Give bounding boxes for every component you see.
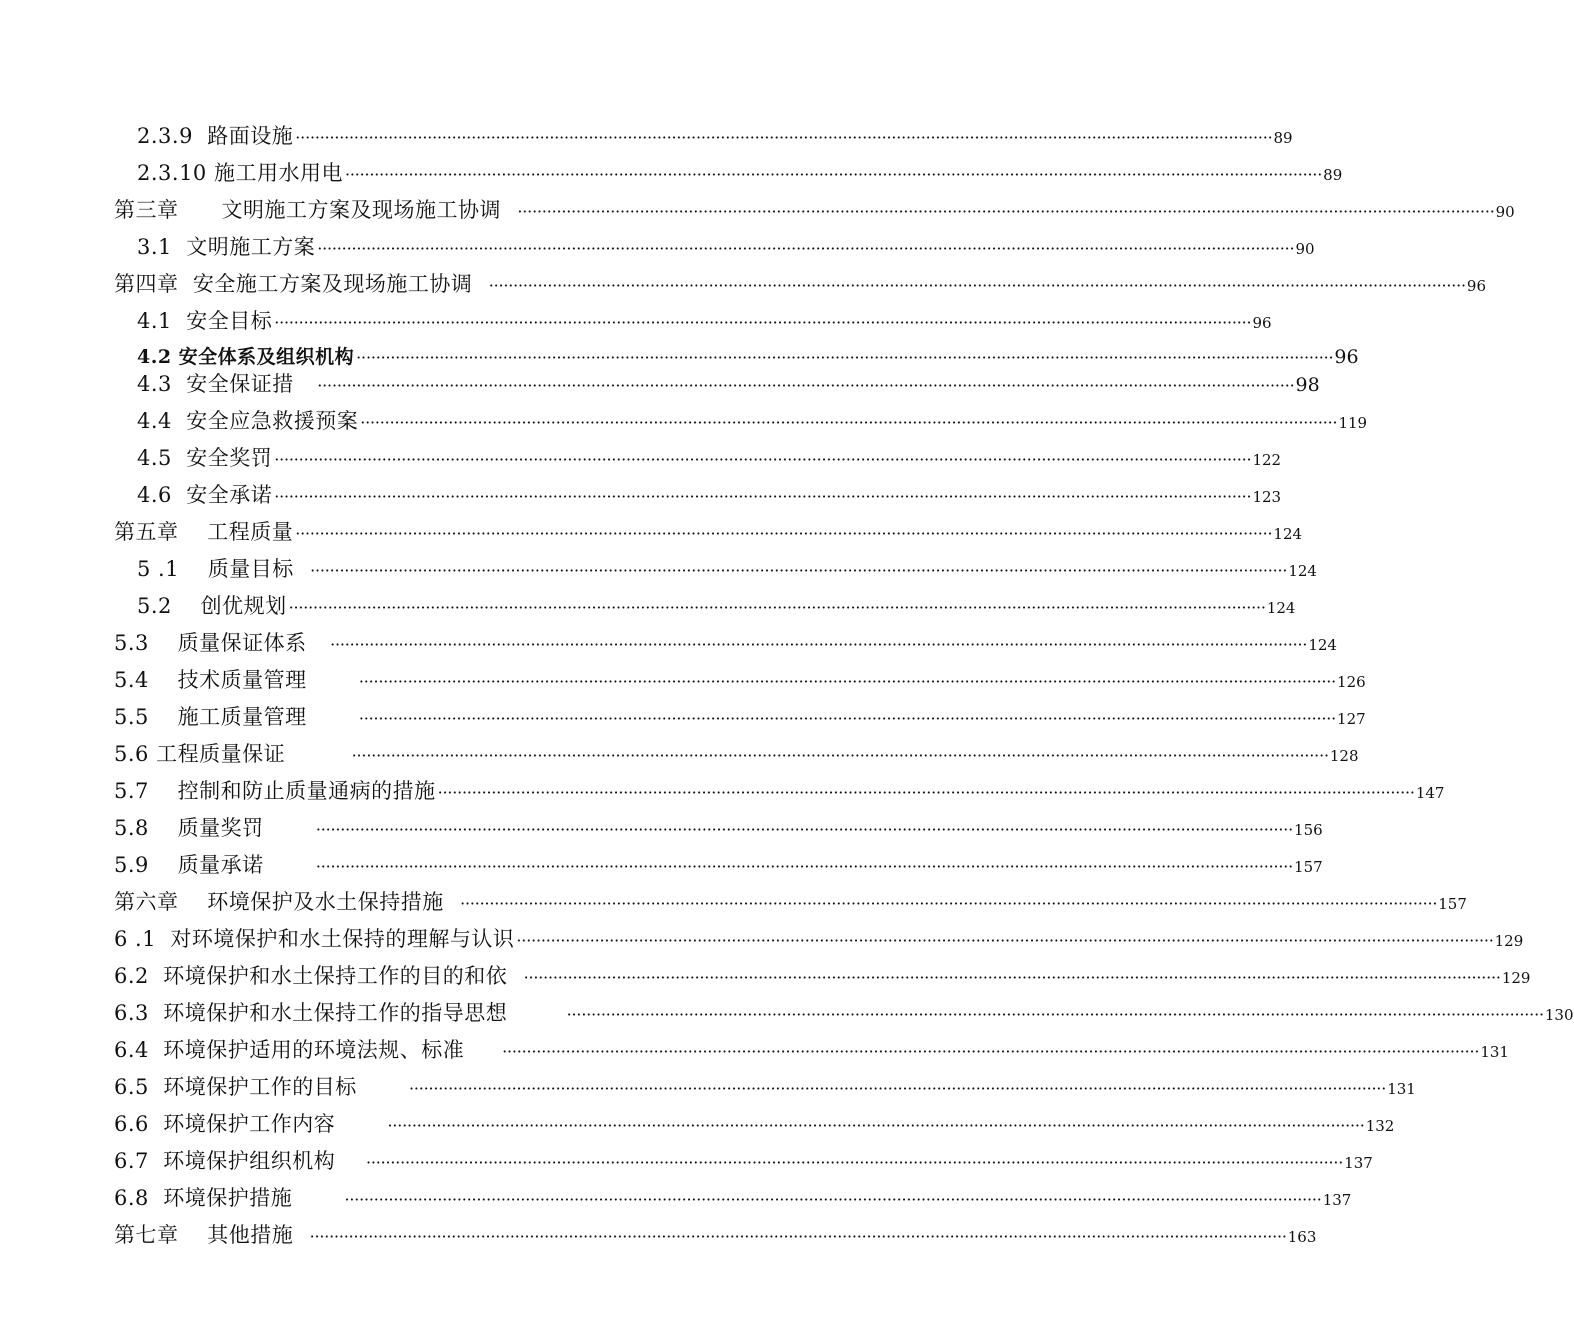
toc-entry-label: 3.1 文明施工方案 <box>137 235 316 259</box>
toc-entry-label: 6.5 环境保护工作的目标 <box>114 1075 407 1099</box>
toc-page-number: 131 <box>1387 1080 1416 1098</box>
toc-entry-label: 5.5 施工质量管理 <box>114 705 357 729</box>
toc-leader-dots: ········································································································································································································ <box>317 376 1295 395</box>
toc-entry-label: 4.6 安全承诺 <box>137 483 273 507</box>
toc-leader-dots: ········································································································································································································ <box>360 413 1338 432</box>
toc-page-number: 96 <box>1252 314 1272 332</box>
toc-leader-dots: ········································································································································································································ <box>387 1116 1365 1135</box>
toc-entry[interactable] <box>137 231 1315 261</box>
toc-leader-dots: ········································································································································································································ <box>274 450 1252 469</box>
toc-entry-label: 4.2 安全体系及组织机构 <box>137 346 355 368</box>
toc-page-number: 89 <box>1323 166 1343 184</box>
toc-page-number: 89 <box>1273 129 1293 147</box>
toc-entry-label: 第五章 工程质量 <box>114 520 294 544</box>
toc-entry-label: 5.7 控制和防止质量通病的措施 <box>114 779 436 803</box>
toc-entry[interactable] <box>114 701 1366 731</box>
toc-entry-label: 5.9 质量承诺 <box>114 853 314 877</box>
toc-leader-dots: ········································································································································································································ <box>516 931 1494 950</box>
toc-entry-label: 6.6 环境保护工作内容 <box>114 1112 386 1136</box>
toc-entry[interactable] <box>114 664 1366 694</box>
toc-leader-dots: ········································································································································································································ <box>488 276 1466 295</box>
toc-page-number: 128 <box>1329 747 1359 765</box>
toc-entry[interactable] <box>114 268 1486 298</box>
toc-entry[interactable] <box>114 1145 1373 1175</box>
toc-entry-label: 5 .1 质量目标 <box>137 557 309 581</box>
toc-page-number: 132 <box>1365 1117 1395 1135</box>
toc-leader-dots: ········································································································································································································ <box>356 348 1334 367</box>
toc-leader-dots: ········································································································································································································ <box>310 561 1288 580</box>
toc-entry[interactable] <box>137 479 1282 509</box>
toc-entry[interactable] <box>114 849 1323 879</box>
toc-page-number: 90 <box>1295 240 1315 258</box>
toc-entry-label: 6.2 环境保护和水土保持工作的目的和依 <box>114 964 522 988</box>
toc-leader-dots: ········································································································································································································ <box>315 820 1294 839</box>
toc-entry[interactable] <box>137 590 1296 620</box>
toc-entry-label: 第四章 安全施工方案及现场施工协调 <box>114 272 487 296</box>
toc-page-number: 157 <box>1438 895 1467 913</box>
toc-leader-dots: ········································································································································································································ <box>358 672 1337 691</box>
toc-entry-label: 4.1 安全目标 <box>137 309 273 333</box>
toc-page-number: 129 <box>1501 969 1531 987</box>
toc-entry[interactable] <box>114 886 1467 916</box>
toc-entry-label: 第七章 其他措施 <box>114 1223 308 1247</box>
toc-page-number: 90 <box>1495 203 1515 221</box>
toc-entry[interactable] <box>114 627 1337 657</box>
toc-entry-label: 6.3 环境保护和水土保持工作的指导思想 <box>114 1001 565 1025</box>
toc-page-number: 129 <box>1494 932 1524 950</box>
toc-entry-label: 5.3 质量保证体系 <box>114 631 329 655</box>
toc-entry-label: 6.7 环境保护组织机构 <box>114 1149 364 1173</box>
toc-leader-dots: ········································································································································································································ <box>295 524 1273 543</box>
toc-page-number: 157 <box>1294 858 1323 876</box>
toc-leader-dots: ········································································································································································································ <box>344 165 1323 184</box>
toc-leader-dots: ········································································································································································································ <box>295 128 1273 147</box>
toc-leader-dots: ········································································································································································································ <box>309 1227 1287 1246</box>
toc-entry[interactable] <box>114 775 1445 805</box>
toc-entry-label: 4.3 安全保证措 <box>137 372 316 396</box>
toc-page-number: 124 <box>1273 525 1303 543</box>
toc-page-number: 124 <box>1288 562 1317 580</box>
toc-entry[interactable] <box>114 812 1323 842</box>
toc-leader-dots: ········································································································································································································ <box>344 1190 1322 1209</box>
toc-entry[interactable] <box>114 1034 1509 1064</box>
toc-entry[interactable] <box>114 1182 1352 1212</box>
toc-leader-dots: ········································································································································································································ <box>317 239 1295 258</box>
toc-leader-dots: ········································································································································································································ <box>274 487 1252 506</box>
toc-entry[interactable] <box>137 442 1282 472</box>
toc-entry-label: 4.4 安全应急救援预案 <box>137 409 359 433</box>
toc-entry-label: 6.8 环境保护措施 <box>114 1186 343 1210</box>
toc-entry[interactable] <box>137 368 1320 398</box>
toc-page-number: 96 <box>1466 277 1486 295</box>
toc-entry[interactable] <box>137 305 1272 335</box>
toc-leader-dots: ········································································································································································································ <box>351 746 1329 765</box>
toc-entry[interactable] <box>137 553 1317 583</box>
toc-leader-dots: ········································································································································································································ <box>566 1005 1544 1024</box>
toc-leader-dots: ········································································································································································································ <box>365 1153 1344 1172</box>
toc-page-number: 98 <box>1295 374 1320 396</box>
toc-page-number: 137 <box>1344 1154 1373 1172</box>
toc-page-number: 147 <box>1415 784 1445 802</box>
toc-entry-label: 6 .1 对环境保护和水土保持的理解与认识 <box>114 927 515 951</box>
toc-entry[interactable] <box>114 194 1515 224</box>
toc-leader-dots: ········································································································································································································ <box>460 894 1438 913</box>
toc-entry-label: 5.2 创优规划 <box>137 594 287 618</box>
toc-leader-dots: ········································································································································································································ <box>502 1042 1480 1061</box>
toc-leader-dots: ········································································································································································································ <box>330 635 1308 654</box>
toc-page-number: 119 <box>1338 414 1368 432</box>
toc-entry[interactable] <box>137 120 1293 150</box>
toc-leader-dots: ········································································································································································································ <box>358 709 1337 728</box>
toc-page-number: 156 <box>1294 821 1323 839</box>
toc-page-number: 96 <box>1334 346 1359 368</box>
toc-entry-label: 5.4 技术质量管理 <box>114 668 357 692</box>
toc-entry-label: 2.3.9 路面设施 <box>137 124 294 148</box>
toc-entry-label: 4.5 安全奖罚 <box>137 446 273 470</box>
toc-entry-label: 6.4 环境保护适用的环境法规、标准 <box>114 1038 501 1062</box>
toc-leader-dots: ········································································································································································································ <box>517 202 1495 221</box>
toc-entry[interactable] <box>114 738 1359 768</box>
toc-entry-label: 第三章 文明施工方案及现场施工协调 <box>114 198 516 222</box>
toc-entry[interactable] <box>137 405 1368 435</box>
toc-leader-dots: ········································································································································································································ <box>315 857 1294 876</box>
toc-entry[interactable] <box>114 960 1531 990</box>
toc-entry[interactable] <box>114 1071 1416 1101</box>
toc-entry-label: 5.6 工程质量保证 <box>114 742 350 766</box>
toc-page-number: 130 <box>1544 1006 1574 1024</box>
toc-entry-label: 第六章 环境保护及水土保持措施 <box>114 890 459 914</box>
toc-page-number: 127 <box>1337 710 1366 728</box>
toc-entry[interactable] <box>114 923 1524 953</box>
toc-entry[interactable] <box>114 516 1303 546</box>
toc-leader-dots: ········································································································································································································ <box>288 598 1266 617</box>
toc-leader-dots: ········································································································································································································ <box>408 1079 1387 1098</box>
toc-entry-label: 2.3.10 施工用水用电 <box>137 161 343 185</box>
toc-page-number: 126 <box>1337 673 1366 691</box>
toc-page-number: 163 <box>1287 1228 1317 1246</box>
toc-leader-dots: ········································································································································································································ <box>523 968 1501 987</box>
toc-leader-dots: ········································································································································································································ <box>437 783 1415 802</box>
toc-page-number: 123 <box>1252 488 1282 506</box>
toc-entry[interactable] <box>114 1108 1395 1138</box>
toc-page-number: 131 <box>1480 1043 1509 1061</box>
toc-page-number: 137 <box>1322 1191 1352 1209</box>
toc-entry[interactable] <box>114 997 1574 1027</box>
toc-entry[interactable] <box>137 157 1343 187</box>
toc-page-number: 122 <box>1252 451 1282 469</box>
toc-entry-label: 5.8 质量奖罚 <box>114 816 314 840</box>
toc-leader-dots: ········································································································································································································ <box>274 313 1252 332</box>
toc-page-number: 124 <box>1308 636 1337 654</box>
toc-entry[interactable] <box>114 1219 1317 1249</box>
toc-page-number: 124 <box>1266 599 1296 617</box>
